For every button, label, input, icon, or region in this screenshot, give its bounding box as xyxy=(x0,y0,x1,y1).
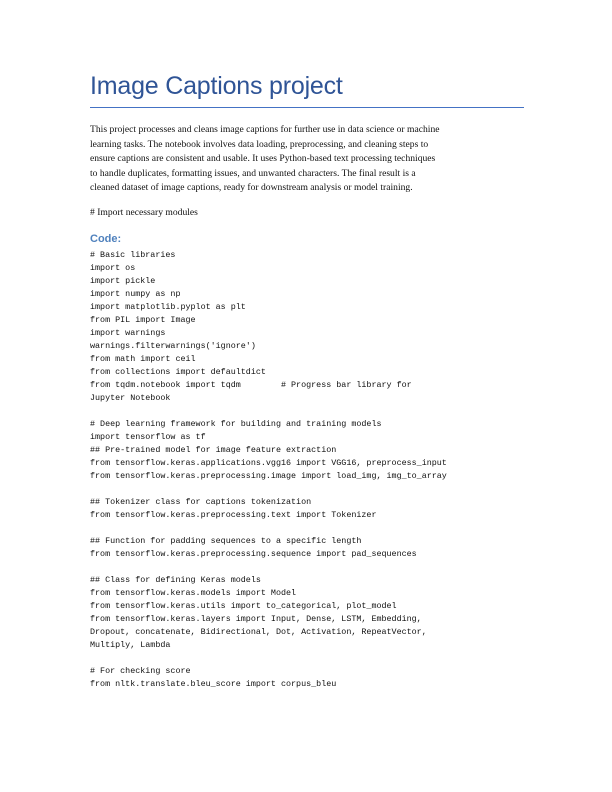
intro-line: cleaned dataset of image captions, ready for downstream analysis or model training. xyxy=(90,182,413,194)
code-line: ## Tokenizer class for captions tokenization xyxy=(90,497,312,507)
code-line: from nltk.translate.bleu_score import corpus_bleu xyxy=(90,679,337,689)
code-line: import os xyxy=(90,263,136,273)
code-line: from tensorflow.keras.preprocessing.text import Tokenizer xyxy=(90,510,377,520)
code-line: import tensorflow as tf xyxy=(90,432,206,442)
code-line: from math import ceil xyxy=(90,354,196,364)
intro-line: This project processes and cleans image captions for further use in data science or machine xyxy=(90,124,440,135)
code-line xyxy=(90,652,530,665)
code-block xyxy=(90,249,530,691)
code-line: from PIL import Image xyxy=(90,315,196,325)
code-line: ## Class for defining Keras models xyxy=(90,575,261,585)
code-line: from tensorflow.keras.utils import to_categorical, plot_model xyxy=(90,601,397,611)
code-line: import warnings xyxy=(90,328,166,338)
code-line xyxy=(90,405,530,418)
code-line: from collections import defaultdict xyxy=(90,367,266,377)
code-line: from tensorflow.keras.applications.vgg16 import VGG16, preprocess_input xyxy=(90,458,447,468)
code-line: from tensorflow.keras.preprocessing.sequence import pad_sequences xyxy=(90,549,417,559)
code-line: from tensorflow.keras.preprocessing.image import load_img, img_to_array xyxy=(90,471,447,481)
code-line: import matplotlib.pyplot as plt xyxy=(90,302,246,312)
code-line: # Basic libraries xyxy=(90,250,176,260)
intro-line: to handle duplicates, formatting issues, and unwanted characters. The final result is a xyxy=(90,167,416,179)
code-line: Multiply, Lambda xyxy=(90,640,171,650)
code-line: import pickle xyxy=(90,276,156,286)
code-line: # For checking score xyxy=(90,666,191,676)
code-line: Dropout, concatenate, Bidirectional, Dot, Activation, RepeatVector, xyxy=(90,627,427,637)
code-line xyxy=(90,522,530,535)
page-title: Image Captions project xyxy=(90,72,343,100)
code-line: from tensorflow.keras.models import Model xyxy=(90,588,297,598)
code-line: ## Function for padding sequences to a specific length xyxy=(90,536,362,546)
code-line: # Deep learning framework for building and training models xyxy=(90,419,382,429)
code-line: ## Pre-trained model for image feature extraction xyxy=(90,445,337,455)
code-heading: Code: xyxy=(90,233,122,245)
import-comment: # Import necessary modules xyxy=(90,207,198,218)
code-line: from tensorflow.keras.layers import Input, Dense, LSTM, Embedding, xyxy=(90,614,422,624)
code-line xyxy=(90,483,530,496)
title-divider xyxy=(90,107,524,108)
code-line: import numpy as np xyxy=(90,289,181,299)
code-line: warnings.filterwarnings('ignore') xyxy=(90,341,256,351)
intro-paragraph xyxy=(90,123,522,196)
code-line: from tqdm.notebook import tqdm # Progress bar library for xyxy=(90,380,412,390)
code-line xyxy=(90,561,530,574)
code-line: Jupyter Notebook xyxy=(90,393,171,403)
intro-line: ensure captions are consistent and usable. It uses Python-based text processing techniques xyxy=(90,153,436,165)
intro-line: learning tasks. The notebook involves data loading, preprocessing, and cleaning steps to xyxy=(90,138,429,150)
